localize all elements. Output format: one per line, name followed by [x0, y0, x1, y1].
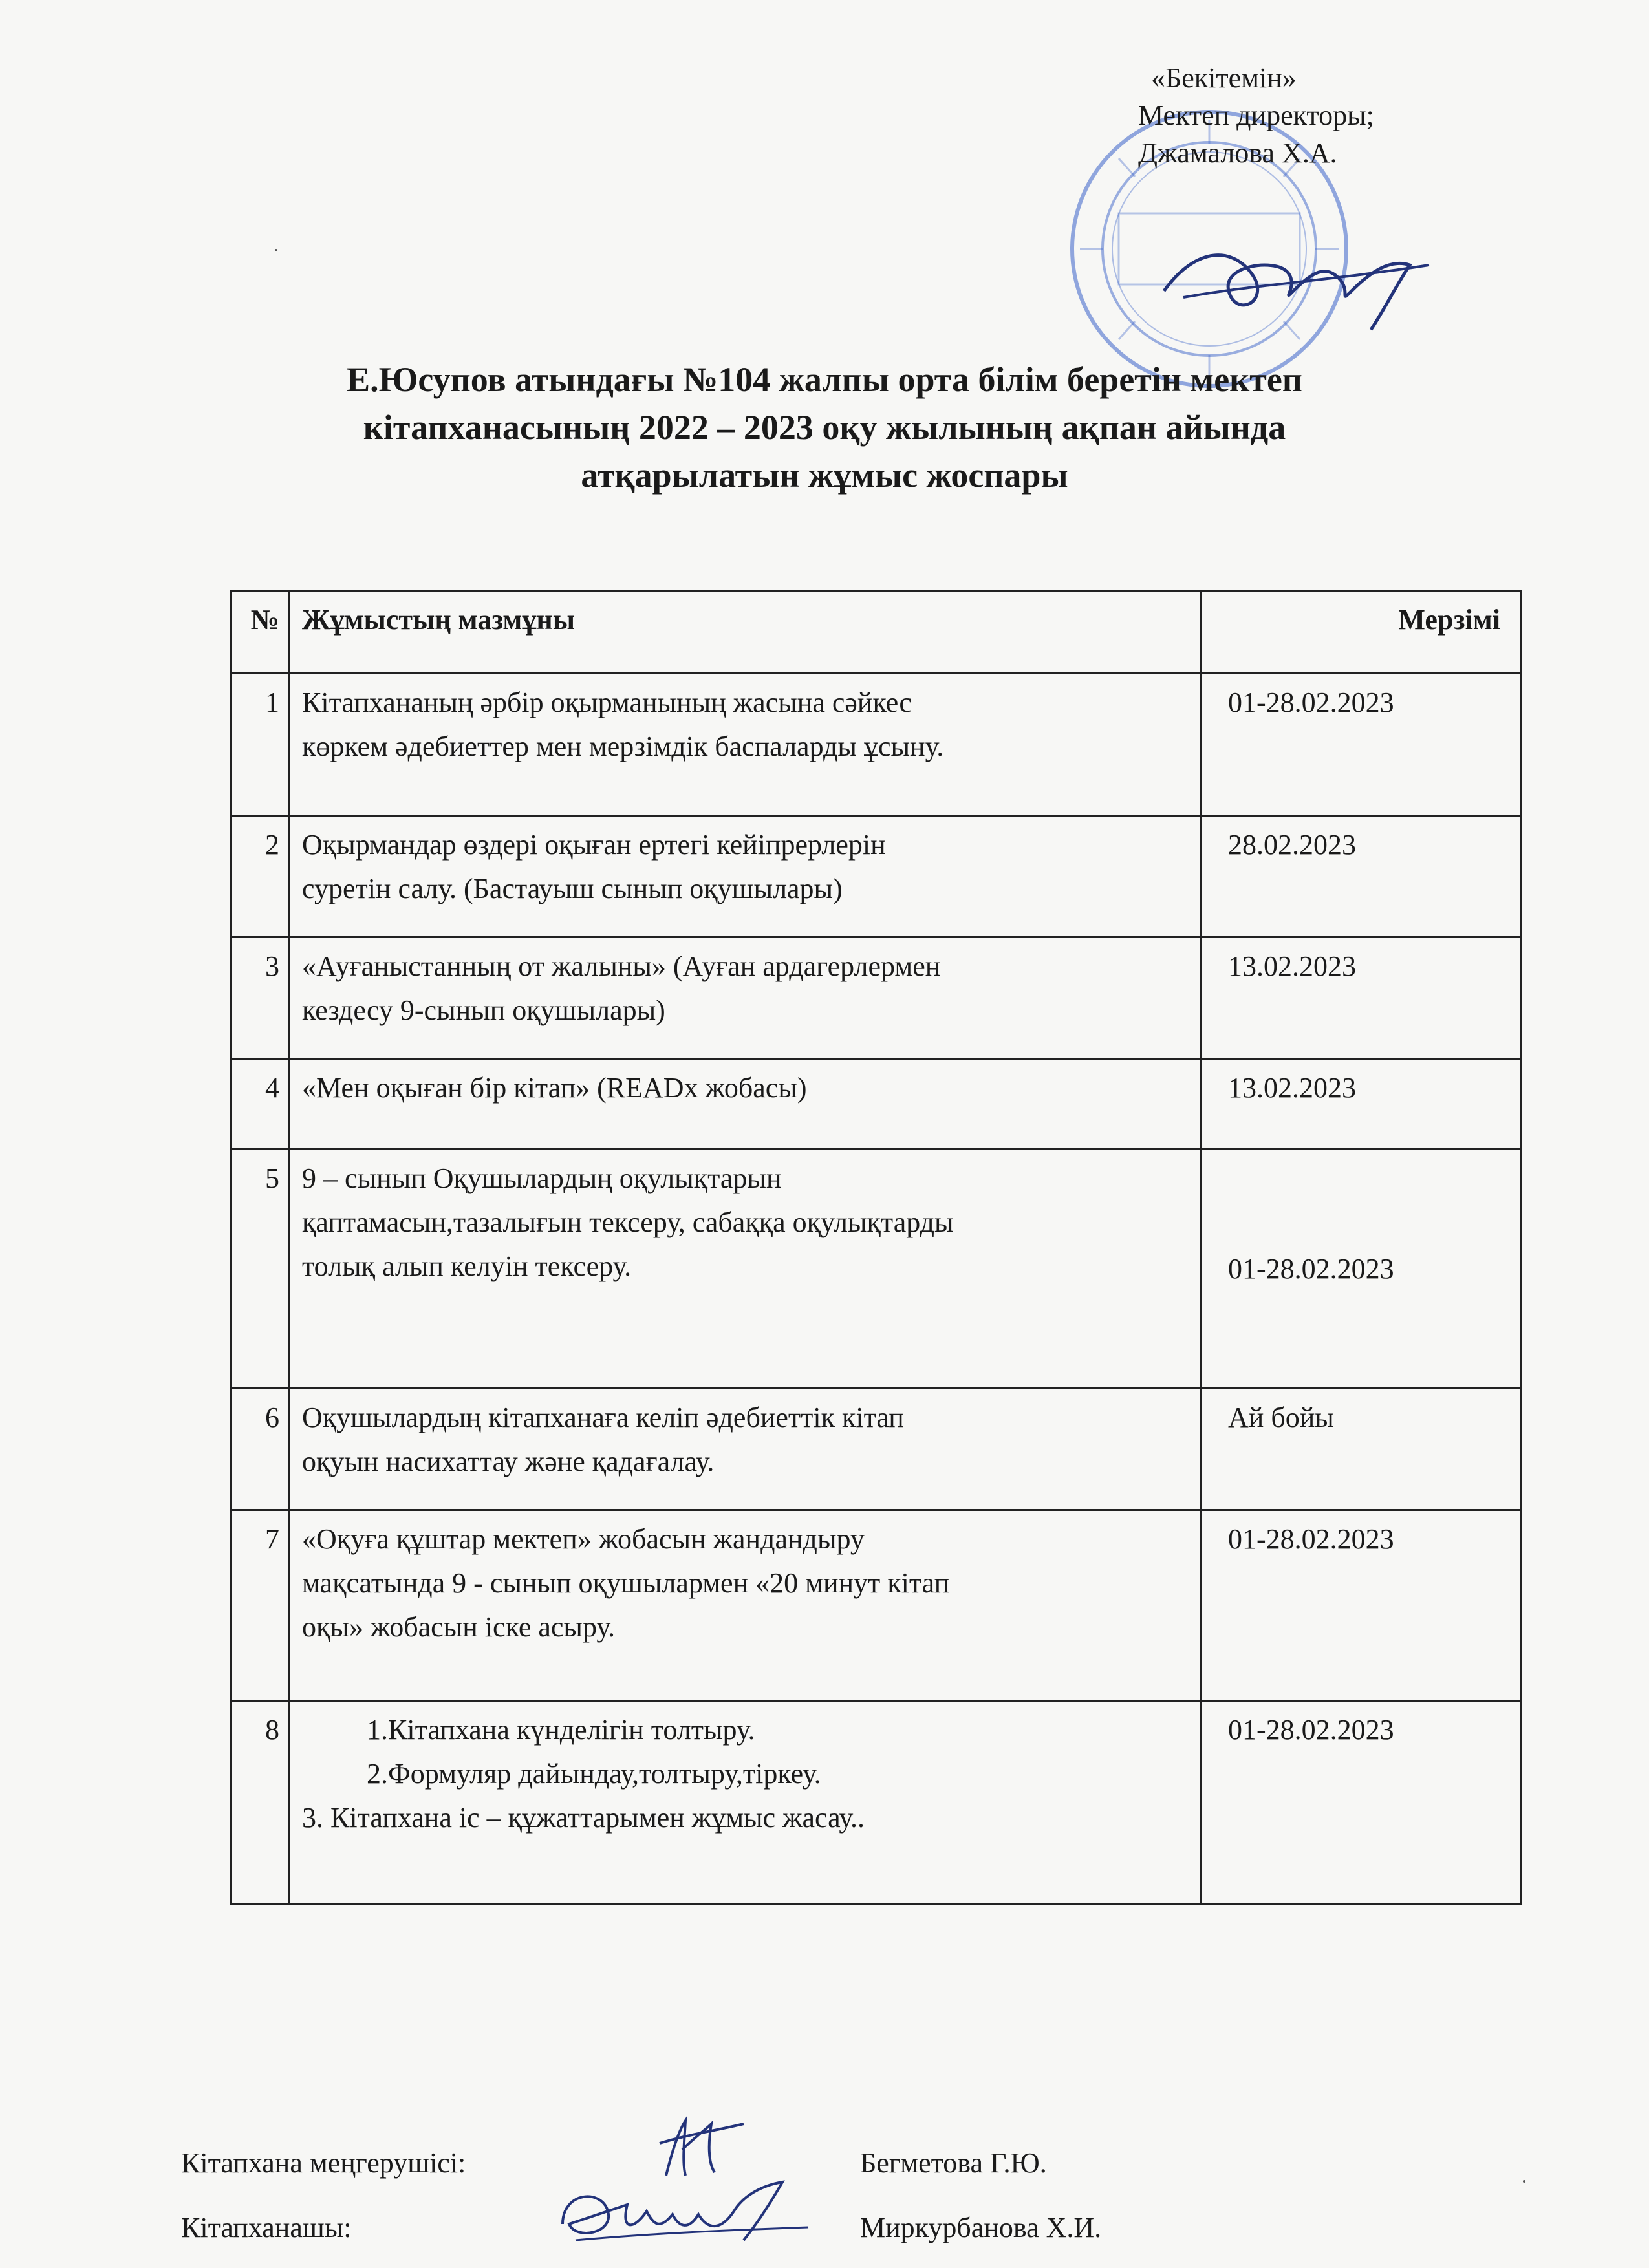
title-line-3: атқарылатын жұмыс жоспары	[581, 456, 1068, 495]
row-date: 01-28.02.2023	[1202, 674, 1521, 816]
content-line: көркем әдебиеттер мен мерзімдік баспаларды ұсыну.	[302, 731, 944, 762]
table-row	[232, 816, 1521, 937]
content-line: 9 – сынып Оқушылардың оқулықтарын	[302, 1162, 782, 1194]
content-line: суретін салу. (Бастауыш сынып оқушылары)	[302, 873, 843, 904]
row-content	[290, 816, 1202, 937]
approval-block	[1138, 59, 1526, 172]
row-content	[290, 1389, 1202, 1510]
content-line: Оқушылардың кітапханаға келіп әдебиеттік кітап	[302, 1402, 904, 1433]
scan-speck	[1523, 2180, 1525, 2183]
approval-title: «Бекітемін»	[1151, 62, 1297, 94]
head-librarian-signature-icon	[647, 2111, 750, 2188]
content-line: толық алып келуін тексеру.	[302, 1250, 632, 1282]
table-row	[232, 937, 1521, 1059]
row-content	[290, 1059, 1202, 1150]
row-content	[290, 1510, 1202, 1701]
row-date: 01-28.02.2023	[1202, 1510, 1521, 1701]
approval-position: Мектеп директоры;	[1138, 100, 1374, 131]
document-title	[194, 356, 1455, 499]
row-number: 2	[232, 816, 290, 937]
row-content	[290, 937, 1202, 1059]
header-date: Мерзімі	[1202, 591, 1521, 674]
row-number: 4	[232, 1059, 290, 1150]
title-line-1: Е.Юсупов атындағы №104 жалпы орта білім беретін мектеп	[347, 360, 1302, 399]
work-plan-table	[230, 590, 1522, 1905]
scan-speck	[275, 249, 277, 251]
approval-name: Джамалова Х.А.	[1138, 137, 1337, 169]
director-signature-icon	[1158, 220, 1436, 336]
librarian-name: Миркурбанова Х.И.	[860, 2212, 1102, 2243]
content-line: «Ауғаныстанның от жалыны» (Ауған ардагерлермен	[302, 950, 941, 982]
table-row	[232, 1510, 1521, 1701]
row-content	[290, 1701, 1202, 1905]
row-date: 28.02.2023	[1202, 816, 1521, 937]
header-number: №	[232, 591, 290, 674]
content-line: 1.Кітапхана күнделігін толтыру.	[367, 1714, 755, 1746]
table-row	[232, 1701, 1521, 1905]
head-librarian-name: Бегметова Г.Ю.	[860, 2147, 1047, 2179]
content-line: 3. Кітапхана іс – құжаттарымен жұмыс жасау..	[302, 1802, 865, 1834]
row-number: 6	[232, 1389, 290, 1510]
content-line: 2.Формуляр дайындау,толтыру,тіркеу.	[367, 1758, 821, 1790]
head-librarian-role: Кітапхана меңгерушісі:	[181, 2147, 466, 2179]
row-content	[290, 674, 1202, 816]
content-line: мақсатында 9 - сынып оқушылармен «20 минут кітап	[302, 1567, 950, 1599]
content-line: оқы» жобасын іске асыру.	[302, 1611, 615, 1643]
librarian-signature-icon	[550, 2179, 821, 2256]
row-date: 13.02.2023	[1202, 937, 1521, 1059]
header-content: Жұмыстың мазмұны	[290, 591, 1202, 674]
table-row	[232, 1150, 1521, 1389]
content-line: «Оқуға құштар мектеп» жобасын жандандыру	[302, 1523, 865, 1555]
row-number: 3	[232, 937, 290, 1059]
table-row	[232, 1389, 1521, 1510]
table-header-row	[232, 591, 1521, 674]
row-date: 13.02.2023	[1202, 1059, 1521, 1150]
content-line: оқуын насихаттау және қадағалау.	[302, 1446, 715, 1477]
librarian-role: Кітапханашы:	[181, 2212, 352, 2243]
row-date: Ай бойы	[1202, 1389, 1521, 1510]
table-row	[232, 1059, 1521, 1150]
row-number: 8	[232, 1701, 290, 1905]
row-date: 01-28.02.2023	[1202, 1701, 1521, 1905]
row-number: 5	[232, 1150, 290, 1389]
title-line-2: кітапханасының 2022 – 2023 оқу жылының ақпан айында	[363, 408, 1286, 447]
table-row	[232, 674, 1521, 816]
row-number: 7	[232, 1510, 290, 1701]
row-content	[290, 1150, 1202, 1389]
content-line: «Мен оқыған бір кітап» (READx жобасы)	[302, 1072, 807, 1104]
content-line: қаптамасын,тазалығын тексеру, сабаққа оқулықтарды	[302, 1206, 954, 1238]
content-line: Кітапхананың әрбір оқырманының жасына сәйкес	[302, 687, 912, 718]
content-line: Оқырмандар өздері оқыған ертегі кейіпрерлерін	[302, 829, 886, 861]
row-number: 1	[232, 674, 290, 816]
row-date: 01-28.02.2023	[1202, 1150, 1521, 1389]
content-line: кездесу 9-сынып оқушылары)	[302, 994, 665, 1026]
